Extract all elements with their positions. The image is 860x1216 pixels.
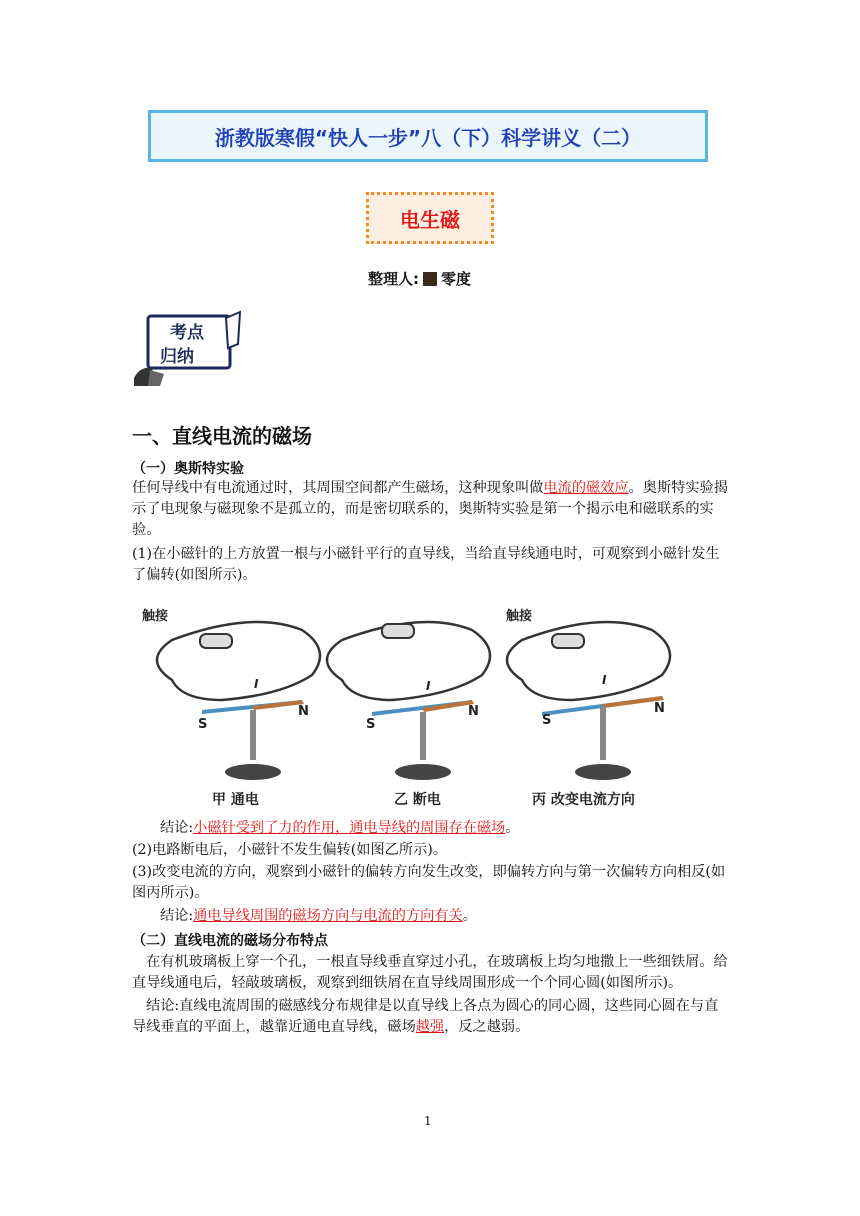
panel-bing (506, 608, 670, 808)
document-title: 浙教版寒假“快人一步”八（下）科学讲义（二） (214, 125, 642, 150)
oersted-experiment-figure (132, 600, 692, 812)
pole-s-2: S (366, 717, 376, 732)
text-span: 。奥斯特实验揭示了电现象与磁现象不是孤立的，而是密切联系的，奥斯特实验是第一个揭示电和磁联系的实验。 (132, 480, 728, 538)
text-span: 结论:直线电流周围的磁感线分布规律是以直导线上各点为圆心的同心圆，这些同心圆在与直导线垂直的平面上，越靠近通电直导线，磁场 (132, 998, 719, 1035)
text-span: 。 (462, 908, 477, 924)
conclusion-2 (160, 906, 732, 927)
panel-label-jia: 甲 通电 (212, 792, 259, 808)
topic-title: 电生磁 (400, 207, 460, 232)
pole-n-3: N (654, 701, 665, 716)
item-3: (3)改变电流的方向，观察到小磁针的偏转方向发生改变，即偏转方向与第一次偏转方向相反(如图丙所示)。 (132, 864, 726, 901)
text-span: 任何导线中有电流通过时，其周围空间都产生磁场，这种现象叫做 (132, 480, 544, 496)
label-touch-3: 触接 (506, 609, 533, 624)
wire-label-3: I (602, 673, 607, 687)
paragraph-oersted (132, 478, 732, 541)
paragraph-distribution: 在有机玻璃板上穿一个孔，一根直导线垂直穿过小孔，在玻璃板上均匀地撒上一些细铁屑。给直导线通电后，轻敲玻璃板，观察到细铁屑在直导线周围形成一个个同心圆(如图所示)。 (132, 954, 728, 991)
conclusion-prefix: 结论: (160, 908, 194, 924)
organizer-label: 整理人: (368, 270, 419, 288)
wire-label-1: I (254, 677, 259, 691)
panel-yi (327, 622, 490, 808)
paragraph-conclusion-distribution (132, 996, 732, 1038)
organizer-name: 零度 (441, 270, 472, 288)
organizer-line (368, 268, 471, 289)
subsection-heading-oersted: （一）奥斯特实验 (132, 461, 244, 477)
pole-s-3: S (542, 713, 552, 728)
badge-line2: 归纳 (160, 347, 194, 367)
text-span: 。 (505, 820, 520, 836)
page-number: 1 (424, 1114, 432, 1128)
highlight-conclusion: 小磁针受到了力的作用，通电导线的周围存在磁场 (193, 820, 506, 836)
highlight-term: 电流的磁效应 (543, 480, 629, 496)
key-points-badge (130, 308, 242, 388)
conclusion-1 (160, 818, 732, 839)
highlight-conclusion: 通电导线周围的磁场方向与电流的方向有关 (193, 908, 463, 924)
pole-s-1: S (198, 717, 208, 732)
highlight-term: 越强 (415, 1019, 445, 1035)
document-title-box (148, 110, 708, 162)
panel-label-bing: 丙 改变电流方向 (532, 792, 635, 808)
text-span: ，反之越弱。 (444, 1019, 530, 1035)
item-1: (1)在小磁针的上方放置一根与小磁针平行的直导线，当给直导线通电时，可观察到小磁针发生了偏转(如图所示)。 (132, 546, 720, 583)
organizer-avatar-icon (423, 272, 437, 286)
conclusion-prefix: 结论: (160, 820, 194, 836)
pole-n-2: N (468, 704, 479, 719)
wire-label-2: I (426, 679, 431, 693)
panel-label-yi: 乙 断电 (394, 792, 441, 808)
badge-line1: 考点 (170, 323, 204, 343)
section-heading: 一、直线电流的磁场 (132, 424, 312, 448)
item-2: (2)电路断电后，小磁针不发生偏转(如图乙所示)。 (132, 842, 447, 858)
label-touch-1: 触接 (142, 609, 169, 624)
topic-box (366, 192, 494, 244)
panel-jia (142, 608, 320, 808)
pole-n-1: N (298, 704, 309, 719)
subsection-heading-distribution: （二）直线电流的磁场分布特点 (132, 933, 328, 949)
